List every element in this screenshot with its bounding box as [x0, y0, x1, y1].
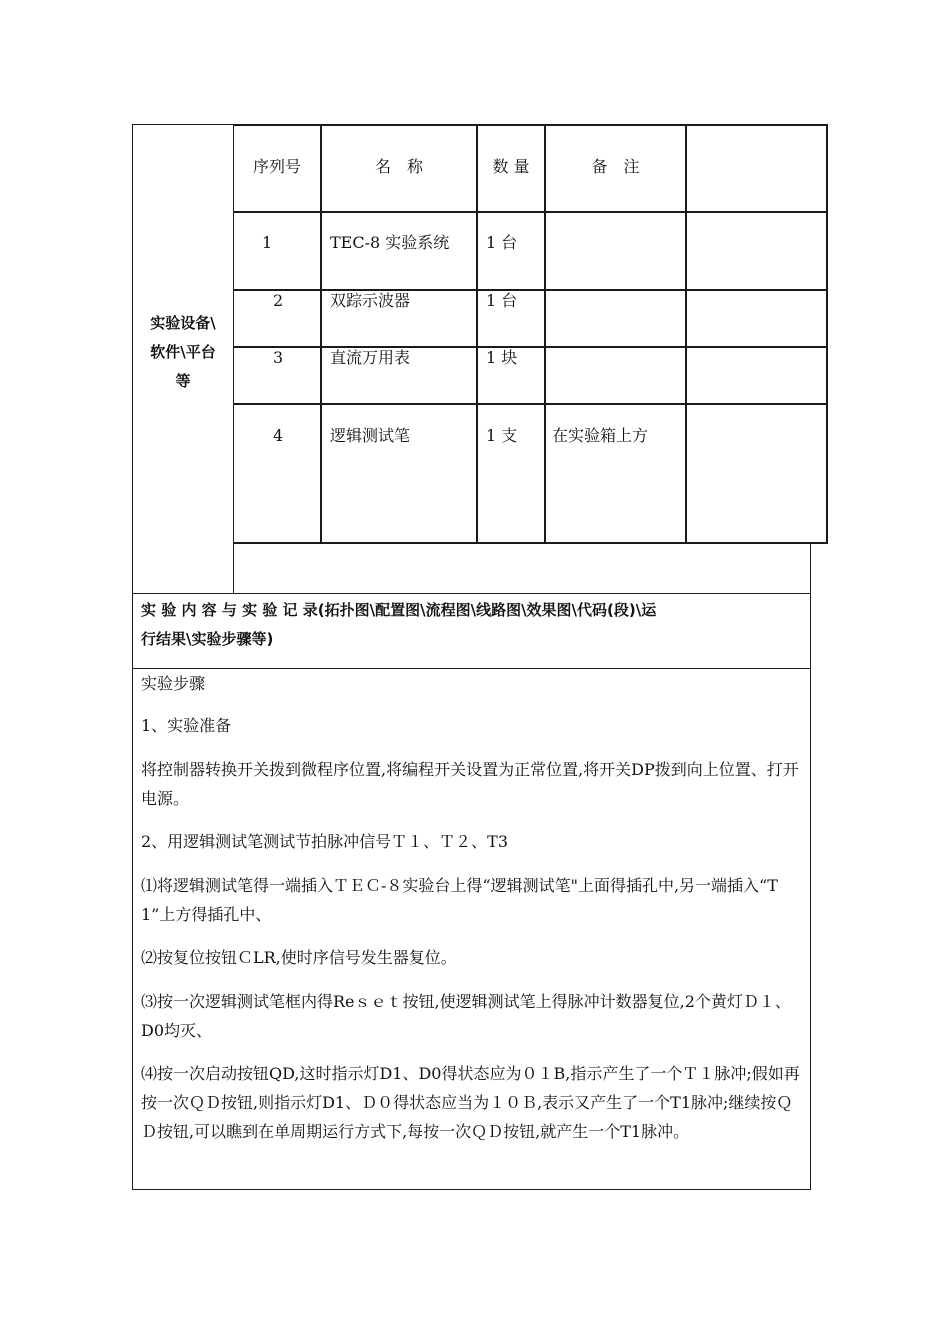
- inner-col-divider-1: [320, 124, 322, 544]
- row-1-qty: 1 台: [486, 233, 518, 252]
- row-4-qty: 1 支: [486, 426, 518, 445]
- inner-row-3-top: [233, 346, 828, 348]
- outer-bottom-border: [132, 1189, 811, 1190]
- inner-col-divider-3: [544, 124, 546, 544]
- row-4-index: 4: [273, 426, 284, 445]
- row-3-qty: 1 块: [486, 348, 518, 367]
- header-qty: 数 量: [492, 157, 530, 176]
- row-4-name: 逻辑测试笔: [330, 426, 411, 445]
- inner-col-divider-4: [685, 124, 687, 544]
- step-2-item-1: ⑴将逻辑测试笔得一端插入ＴＥＣ-８实验台上得“逻辑测试笔"上面得插孔中,另一端插入“T1”上方得插孔中、: [141, 876, 778, 924]
- row-4-remark: 在实验箱上方: [552, 426, 649, 445]
- equipment-label-line-2: 软件\平台: [150, 343, 216, 361]
- step-2-item-4: ⑷按一次启动按钮QD,这时指示灯D1、D0得状态应为０１B,指示产生了一个Ｔ１脉冲;假如再按一次ＱＤ按钮,则指示灯D1、Ｄ０得状态应当为１０Ｂ,表示又产生了一个T1脉冲;继续按ＱＤ按钮,可以瞧到在单周期运行方式下,每按一次ＱＤ按钮,就产生一个T1脉冲。: [141, 1064, 800, 1141]
- inner-row-4-top: [233, 403, 828, 405]
- content-header-bottom: [132, 668, 811, 669]
- outer-left-border: [132, 124, 133, 1190]
- step-2-item-2: ⑵按复位按钮ＣLR,使时序信号发生器复位。: [141, 948, 457, 967]
- row-1-index: 1: [262, 233, 273, 252]
- inner-table-top: [233, 124, 828, 126]
- inner-col-divider-2: [476, 124, 478, 544]
- label-column-divider: [233, 124, 234, 594]
- outer-right-border: [810, 543, 811, 1190]
- header-remark: 备 注: [591, 157, 640, 176]
- header-name: 名 称: [374, 157, 423, 176]
- step-2-item-3: ⑶按一次逻辑测试笔框内得Reｓｅｔ按钮,使逻辑测试笔上得脉冲计数器复位,2个黄灯Ｄ１、D0均灭、: [141, 992, 791, 1040]
- equipment-label-line-1: 实验设备\: [150, 314, 216, 332]
- inner-row-1-top: [233, 211, 828, 213]
- row-3-name: 直流万用表: [330, 348, 411, 367]
- step-1-heading: 1、实验准备: [141, 716, 232, 735]
- steps-title: 实验步骤: [141, 674, 206, 693]
- row-3-index: 3: [273, 348, 284, 367]
- row-1-name: TEC-8 实验系统: [330, 233, 450, 252]
- row-2-name: 双踪示波器: [330, 291, 411, 310]
- inner-table-right: [826, 124, 828, 544]
- header-index: 序列号: [252, 157, 301, 176]
- content-header-line-2: 行结果\实验步骤等): [141, 630, 274, 648]
- content-header-line-1: 实 验 内 容 与 实 验 记 录(拓扑图\配置图\流程图\线路图\效果图\代码(段)\运: [141, 601, 657, 619]
- step-2-heading: 2、用逻辑测试笔测试节拍脉冲信号Ｔ１、Ｔ２、T3: [141, 832, 509, 851]
- equipment-section-bottom: [132, 593, 811, 594]
- row-2-index: 2: [273, 291, 284, 310]
- equipment-label-line-3: 等: [175, 372, 191, 390]
- step-1-text: 将控制器转换开关拨到微程序位置,将编程开关设置为正常位置,将开关DP拨到向上位置、打开电源。: [141, 760, 799, 808]
- row-2-qty: 1 台: [486, 291, 518, 310]
- outer-top-border: [132, 124, 234, 125]
- inner-row-2-top: [233, 289, 828, 291]
- inner-table-bottom: [233, 542, 828, 544]
